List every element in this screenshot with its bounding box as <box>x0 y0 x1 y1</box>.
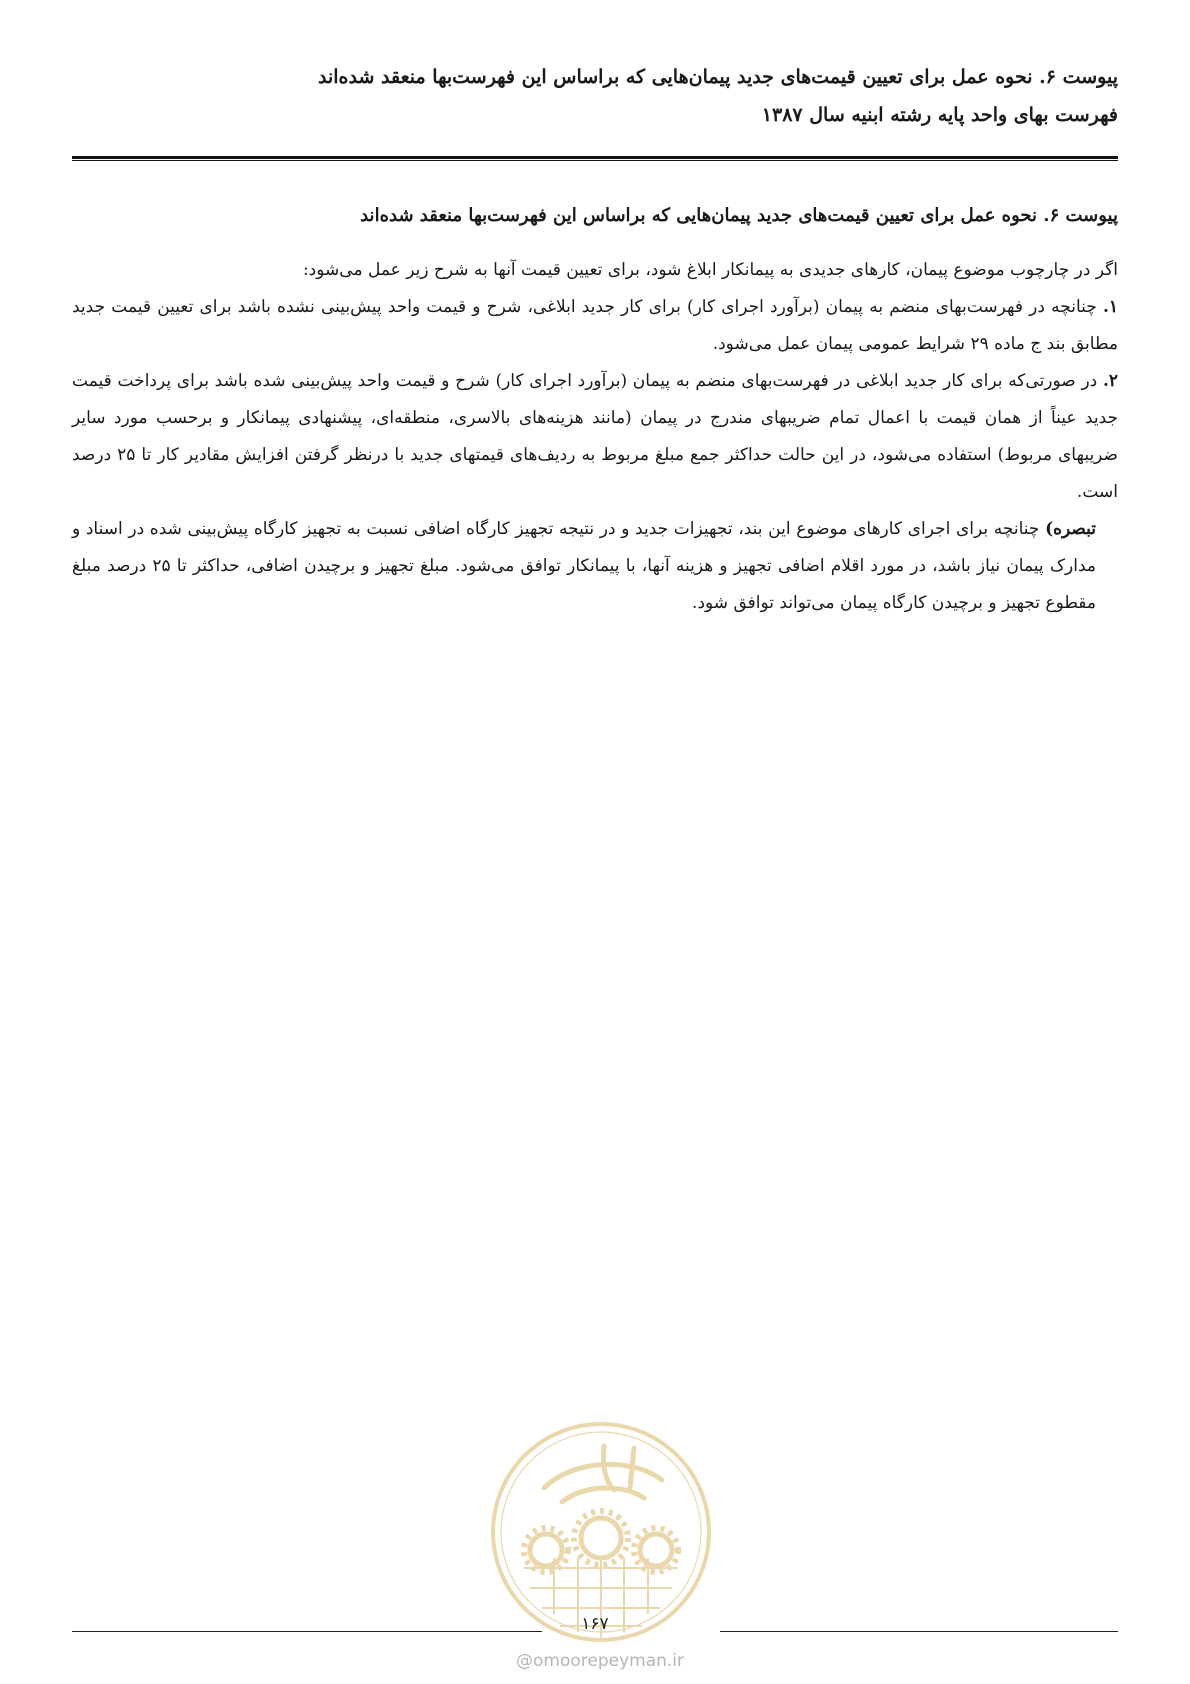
header-divider <box>72 156 1118 161</box>
list-item-text: چنانچه در فهرست‌بهای منضم به پیمان (برآورد اجرای کار) برای کار جدید ابلاغی، شرح و قیمت واحد پیش‌بینی نشده باشد برای تعیین قیمت جدید مطابق بند ج ماده ۲۹ شرایط عمومی پیمان عمل می‌شود. <box>72 297 1118 354</box>
list-item-2 <box>72 363 1118 511</box>
page-header <box>72 58 1118 134</box>
logo-stamp <box>484 1418 718 1646</box>
note-label: تبصره) <box>1045 519 1096 539</box>
watermark-text: @omoorepeyman.ir <box>515 1651 685 1671</box>
header-title: پیوست ۶. نحوه عمل برای تعیین قیمت‌های جدید پیمان‌هایی که براساس این فهرست‌بها منعقد شده‌اند <box>318 66 1118 88</box>
list-item-1 <box>72 289 1118 363</box>
intro-paragraph: اگر در چارچوب موضوع پیمان، کارهای جدیدی به پیمانکار ابلاغ شود، برای تعیین قیمت آنها به شرح زیر عمل می‌شود: <box>302 260 1118 280</box>
note-text: چنانچه برای اجرای کارهای موضوع این بند، تجهیزات جدید و در نتیجه تجهیز کارگاه اضافی نسبت به تجهیز کارگاه پیش‌بینی شده در اسناد و مدارک پیمان نیاز باشد، در مورد اقلام اضافی تجهیز و هزینه آنها، با پیمانکار توافق می‌شود. مبلغ تجهیز و برچیدن اضافی، حداکثر تا ۲۵ درصد مبلغ مقطوع تجهیز و برچیدن کارگاه پیمان می‌تواند توافق شود. <box>72 519 1097 613</box>
list-item-text: در صورتی‌که برای کار جدید ابلاغی در فهرست‌بهای منضم به پیمان (برآورد اجرای کار) شرح و قیمت واحد پیش‌بینی شده باشد برای پرداخت قیمت جدید عیناً از همان قیمت با اعمال تمام ضریبهای مندرج در پیمان (مانند هزینه‌های بالاسری، منطقه‌ای، پیشنهادی پیمانکار و برحسب مورد سایر ضریبهای مربوط) استفاده می‌شود، در این حالت حداکثر جمع مبلغ مربوط به ردیف‌های قیمتهای جدید با درنظر گرفتن افزایش مقادیر کار تا ۲۵ درصد است. <box>72 371 1118 502</box>
main-content <box>72 202 1118 622</box>
footer-divider-right <box>720 1631 1118 1632</box>
header-subtitle: فهرست بهای واحد پایه رشته ابنیه سال ۱۳۸۷ <box>761 104 1118 126</box>
list-item-number: ۲. <box>1102 371 1119 391</box>
page-number: ۱۶۷ <box>581 1614 609 1634</box>
note-paragraph <box>72 511 1118 622</box>
list-item-number: ۱. <box>1102 297 1118 317</box>
footer-divider-left <box>72 1631 542 1632</box>
section-heading: پیوست ۶. نحوه عمل برای تعیین قیمت‌های جدید پیمان‌هایی که براساس این فهرست‌بها منعقد شده‌اند <box>360 205 1118 226</box>
